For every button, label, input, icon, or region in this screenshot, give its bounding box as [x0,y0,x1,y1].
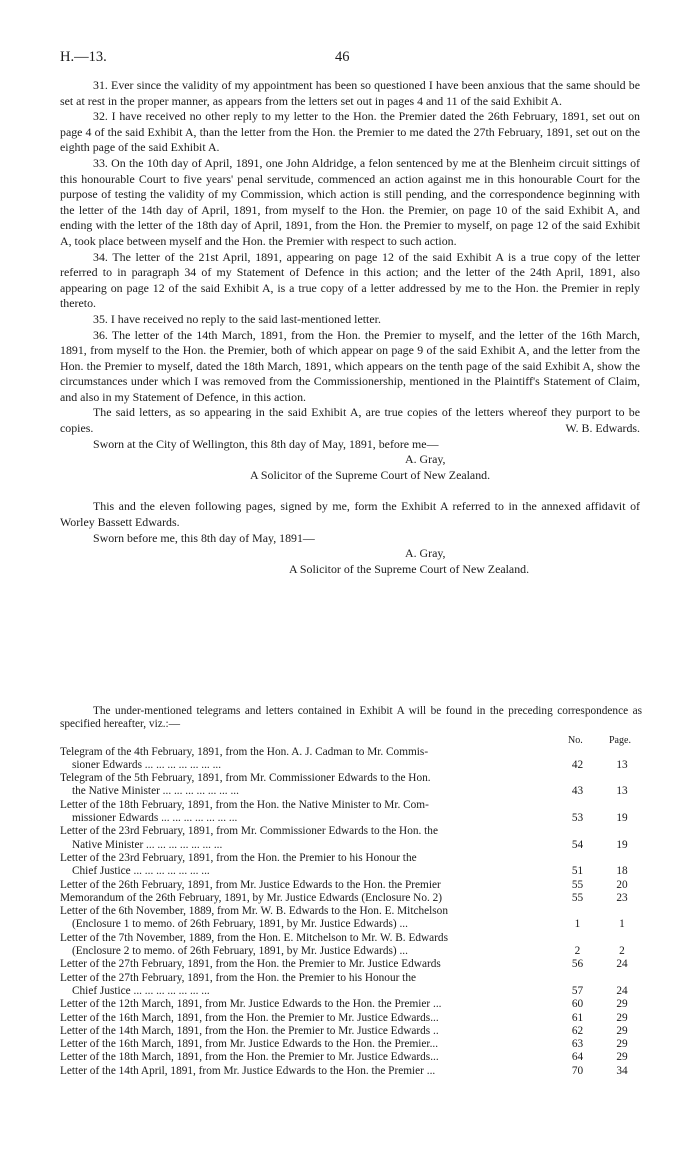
index-entry-number: 55 [571,891,584,904]
index-entry-line-1: Letter of the 23rd February, 1891, from the Hon. the Premier to his Honour the [60,851,417,864]
index-entry [60,932,642,959]
index-entry [60,905,642,932]
index-entry-line-1: Letter of the 16th March, 1891, from Mr. Justice Edwards to the Hon. the Premier... [60,1038,439,1051]
index-entry-description [60,998,558,1011]
index-entry-number: 2 [574,945,581,958]
index-entry-number: 43 [571,785,584,798]
page-number: 46 [335,49,350,65]
index-entry-line-1: Memorandum of the 26th February, 1891, by Mr. Justice Edwards (Enclosure No. 2) [60,891,443,904]
column-header-page: Page. [609,734,631,746]
index-entry-line-1: Telegram of the 5th February, 1891, from Mr. Commissioner Edwards to the Hon. [60,772,431,785]
sworn-line-2: Sworn before me, this 8th day of May, 1891— [93,530,315,545]
index-entry-page: 29 [616,1038,628,1051]
index-entry-number: 51 [571,865,584,878]
index-entry-page: 2 [619,945,625,958]
exhibit-note: This and the eleven following pages, signed by me, form the Exhibit A referred to in the annexed affidavit of Worley Bassett Edwards. [60,499,640,530]
index-entry-line-2: Chief Justice ... ... ... ... ... ... ... [72,865,210,878]
closing-paragraph: The said letters, as so appearing in the said Exhibit A, are true copies of the letters whereof they purport to be copies. [60,405,640,436]
index-entry-number: 70 [571,1064,584,1077]
index-entry-line-1: Letter of the 14th March, 1891, from the Hon. the Premier to Mr. Justice Edwards .. [60,1024,439,1037]
index-entry-number: 64 [571,1051,584,1064]
index-entry-number: 62 [571,1024,584,1037]
index-entry-line-1: Letter of the 16th March, 1891, from the Hon. the Premier to Mr. Justice Edwards... [60,1011,439,1024]
index-entry-line-2: sioner Edwards ... ... ... ... ... ... ... [72,758,222,771]
index-entry-number: 57 [571,984,584,997]
index-entry-description [60,1012,558,1025]
index-column-headers [60,732,642,746]
index-entry [60,852,642,879]
index-entry [60,1038,642,1051]
index-entry [60,958,642,971]
solicitor-title-2: A Solicitor of the Supreme Court of New Zealand. [289,561,530,576]
index-entry-description [60,746,558,773]
paragraph-34: 34. The letter of the 21st April, 1891, appearing on page 12 of the said Exhibit A is a true copy of the letter referred to in paragraph 34 of my Statement of Defence in this action; and the letter of the 24th April, 1891, also appearing on page 12 of the said Exhibit A, is a true copy of a letter addressed by me to the Hon. the Premier in reply thereto. [60,249,640,311]
index-entry-description [60,958,558,971]
affidavit-body [60,78,640,577]
index-intro: The under-mentioned telegrams and letters contained in Exhibit A will be found in the preceding correspondence as specified hereafter, viz.:— [60,705,642,731]
index-entries [60,746,642,1078]
index-entry-page: 13 [616,758,628,771]
index-entry-page: 23 [616,891,628,904]
index-entry-description [60,825,558,852]
index-entry [60,825,642,852]
index-entry-line-2: missioner Edwards ... ... ... ... ... ... ... [72,812,238,825]
paragraph-32: 32. I have received no other reply to my letter to the Hon. the Premier dated the 26th February, 1891, set out on page 4 of the said Exhibit A, than the letter from the Hon. the Premier to me dated the 27th February, 1891, set out on the eighth page of the said Exhibit A. [60,109,640,155]
index-entry-page: 18 [616,865,628,878]
index-entry-line-1: Letter of the 18th February, 1891, from the Hon. the Native Minister to Mr. Com- [60,798,429,811]
index-entry-page: 19 [616,812,628,825]
index-entry-page: 29 [616,1051,628,1064]
index-entry-page: 24 [616,958,628,971]
index-entry-number: 1 [574,918,581,931]
sworn-line: Sworn at the City of Wellington, this 8th day of May, 1891, before me— [93,436,439,451]
index-entry [60,1012,642,1025]
document-reference: H.—13. [60,49,107,65]
index-entry-line-1: Letter of the 7th November, 1889, from the Hon. E. Mitchelson to Mr. W. B. Edwards [60,931,448,944]
index-entry [60,799,642,826]
exhibit-note-block [60,499,640,577]
index-entry-number: 55 [571,878,584,891]
index-entry-number: 63 [571,1038,584,1051]
index-entry [60,892,642,905]
index-entry-line-1: Letter of the 23rd February, 1891, from Mr. Commissioner Edwards to the Hon. the [60,825,438,838]
index-entry-page: 29 [616,1011,628,1024]
index-entry-line-1: Letter of the 26th February, 1891, from Mr. Justice Edwards to the Hon. the Premier [60,878,441,891]
index-entry [60,772,642,799]
index-entry-description [60,879,558,892]
index-entry-page: 24 [616,984,628,997]
index-entry [60,1051,642,1064]
signature: W. B. Edwards. [565,421,640,436]
index-entry-page: 13 [616,785,628,798]
index-entry-page: 19 [616,838,628,851]
index-entry-line-1: Letter of the 6th November, 1889, from Mr. W. B. Edwards to the Hon. E. Mitchelson [60,905,448,918]
index-entry [60,972,642,999]
index-entry-description [60,1038,558,1051]
index-entry-page: 29 [616,1024,628,1037]
index-entry-number: 42 [571,758,584,771]
index-entry-page: 29 [616,998,628,1011]
index-entry-number: 60 [571,998,584,1011]
index-entry-description [60,892,558,905]
index-entry-line-1: Letter of the 27th February, 1891, from the Hon. the Premier to his Honour the [60,971,416,984]
index-entry-line-2: (Enclosure 2 to memo. of 26th February, 1891, by Mr. Justice Edwards) ... [72,945,408,958]
index-entry-line-2: Chief Justice ... ... ... ... ... ... ... [72,984,210,997]
index-entry-page: 20 [616,878,628,891]
index-entry-description [60,972,558,999]
column-header-no: No. [568,734,583,746]
paragraph-35: 35. I have received no reply to the said last-mentioned letter. [93,311,381,326]
exhibit-index [60,705,642,1078]
index-entry-description [60,1051,558,1064]
index-entry-description [60,1025,558,1038]
paragraph-31: 31. Ever since the validity of my appointment has been so questioned I have been anxious that the same should be set at rest in the proper manner, as appears from the letters set out in pages 4 and 11 of the said Exhibit A. [60,78,640,108]
index-entry-number: 61 [571,1011,584,1024]
index-entry-page: 1 [619,918,625,931]
index-entry-line-1: Telegram of the 4th February, 1891, from the Hon. A. J. Cadman to Mr. Commis- [60,745,429,758]
index-entry-description [60,852,558,879]
index-entry-line-1: Letter of the 27th February, 1891, from the Hon. the Premier to Mr. Justice Edwards [60,958,441,971]
index-entry [60,879,642,892]
index-entry [60,998,642,1011]
index-entry-description [60,772,558,799]
index-entry [60,1065,642,1078]
index-entry-line-1: Letter of the 18th March, 1891, from the Hon. the Premier to Mr. Justice Edwards... [60,1051,439,1064]
index-entry-number: 53 [571,812,584,825]
index-entry-page: 34 [616,1064,628,1077]
index-entry-line-2: the Native Minister ... ... ... ... ... ... ... [72,785,239,798]
index-entry [60,746,642,773]
index-entry-description [60,799,558,826]
index-entry-line-2: (Enclosure 1 to memo. of 26th February, 1891, by Mr. Justice Edwards) ... [72,918,408,931]
index-entry-line-1: Letter of the 12th March, 1891, from Mr. Justice Edwards to the Hon. the Premier ... [60,998,442,1011]
index-entry-description [60,932,558,959]
paragraph-36: 36. The letter of the 14th March, 1891, from the Hon. the Premier to myself, and the letter of the 16th March, 1891, from myself to the Hon. the Premier, both of which appear on page 9 of the said Exhibit A, and the letter from the Hon. the Premier to myself, dated the 18th March, 1891, which appears on the tenth page of the said Exhibit A, show the circumstances under which I was removed from the Commissionership, mentioned in the Plaintiff's Statement of Claim, and also in my Statement of Defence, in this action. [60,327,640,404]
index-entry-description [60,905,558,932]
commissioner-name: A. Gray, [405,452,446,467]
paragraph-33: 33. On the 10th day of April, 1891, one John Aldridge, a felon sentenced by me at the Blenheim circuit sittings of this honourable Court to five years' penal servitude, commenced an action against me in this honourable Court for the purpose of testing the validity of my Commission, which action is still pending, and the correspondence beginning with the letter of the 14th day of April, 1891, from myself to the Hon. the Premier, on page 10 of the said Exhibit A, and ending with the letter of the 18th day of April, 1891, from the Hon. the Premier to myself, on page 12 of the said Exhibit A, took place between myself and the Hon. the Premier with respect to such action. [60,155,640,248]
index-entry [60,1025,642,1038]
commissioner-name-2: A. Gray, [405,546,446,561]
index-entry-number: 56 [571,958,584,971]
index-entry-number: 54 [571,838,584,851]
index-entry-description [60,1065,558,1078]
index-entry-line-1: Letter of the 14th April, 1891, from Mr. Justice Edwards to the Hon. the Premier ... [60,1064,436,1077]
index-entry-line-2: Native Minister ... ... ... ... ... ... ... [72,838,223,851]
solicitor-title: A Solicitor of the Supreme Court of New Zealand. [250,467,491,482]
